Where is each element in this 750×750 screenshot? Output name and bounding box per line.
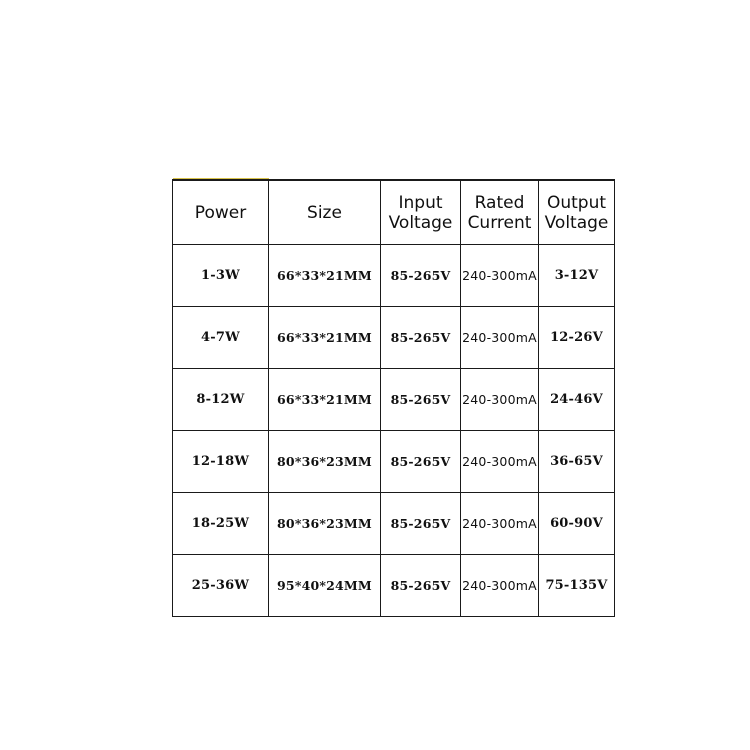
- specification-table-container: [172, 179, 614, 617]
- column-header-rated-current-line-2: Current: [467, 212, 532, 233]
- column-header-power-line-1: Power: [194, 202, 247, 223]
- column-header-output-voltage-line-2: Voltage: [544, 212, 609, 233]
- cell-rated-current: 240-300mA: [461, 369, 539, 431]
- column-header-size: [269, 180, 381, 245]
- cell-input-voltage: 85-265V: [381, 369, 461, 431]
- table-row: [173, 493, 615, 555]
- cell-rated-current: 240-300mA: [461, 431, 539, 493]
- cell-size: 80*36*23MM: [269, 431, 381, 493]
- cell-input-voltage: 85-265V: [381, 555, 461, 617]
- cell-size: 95*40*24MM: [269, 555, 381, 617]
- cell-power: 25-36W: [173, 555, 269, 617]
- cell-rated-current: 240-300mA: [461, 307, 539, 369]
- cell-power: 4-7W: [173, 307, 269, 369]
- table-header-row: [173, 180, 615, 245]
- table-row: [173, 555, 615, 617]
- cell-output-voltage: 75-135V: [539, 555, 615, 617]
- cell-input-voltage: 85-265V: [381, 493, 461, 555]
- cell-input-voltage: 85-265V: [381, 431, 461, 493]
- table-row: [173, 369, 615, 431]
- cell-rated-current: 240-300mA: [461, 493, 539, 555]
- cell-power: 8-12W: [173, 369, 269, 431]
- cell-power: 1-3W: [173, 245, 269, 307]
- cell-size: 66*33*21MM: [269, 245, 381, 307]
- column-header-input-voltage-line-1: Input: [398, 192, 443, 213]
- column-header-output-voltage: [539, 180, 615, 245]
- cell-power: 18-25W: [173, 493, 269, 555]
- cell-output-voltage: 36-65V: [539, 431, 615, 493]
- column-header-rated-current: [461, 180, 539, 245]
- cell-output-voltage: 12-26V: [539, 307, 615, 369]
- cell-input-voltage: 85-265V: [381, 245, 461, 307]
- cell-power: 12-18W: [173, 431, 269, 493]
- table-row: [173, 245, 615, 307]
- table-row: [173, 431, 615, 493]
- column-header-input-voltage: [381, 180, 461, 245]
- specification-table: [172, 179, 615, 617]
- cell-size: 80*36*23MM: [269, 493, 381, 555]
- table-row: [173, 307, 615, 369]
- column-header-power: [173, 180, 269, 245]
- cell-size: 66*33*21MM: [269, 307, 381, 369]
- column-header-rated-current-line-1: Rated: [474, 192, 525, 213]
- cell-rated-current: 240-300mA: [461, 555, 539, 617]
- cell-output-voltage: 24-46V: [539, 369, 615, 431]
- cell-output-voltage: 60-90V: [539, 493, 615, 555]
- cell-input-voltage: 85-265V: [381, 307, 461, 369]
- column-header-size-line-1: Size: [307, 202, 342, 223]
- cell-size: 66*33*21MM: [269, 369, 381, 431]
- cell-output-voltage: 3-12V: [539, 245, 615, 307]
- column-header-output-voltage-line-1: Output: [546, 192, 607, 213]
- cell-rated-current: 240-300mA: [461, 245, 539, 307]
- column-header-input-voltage-line-2: Voltage: [388, 212, 453, 233]
